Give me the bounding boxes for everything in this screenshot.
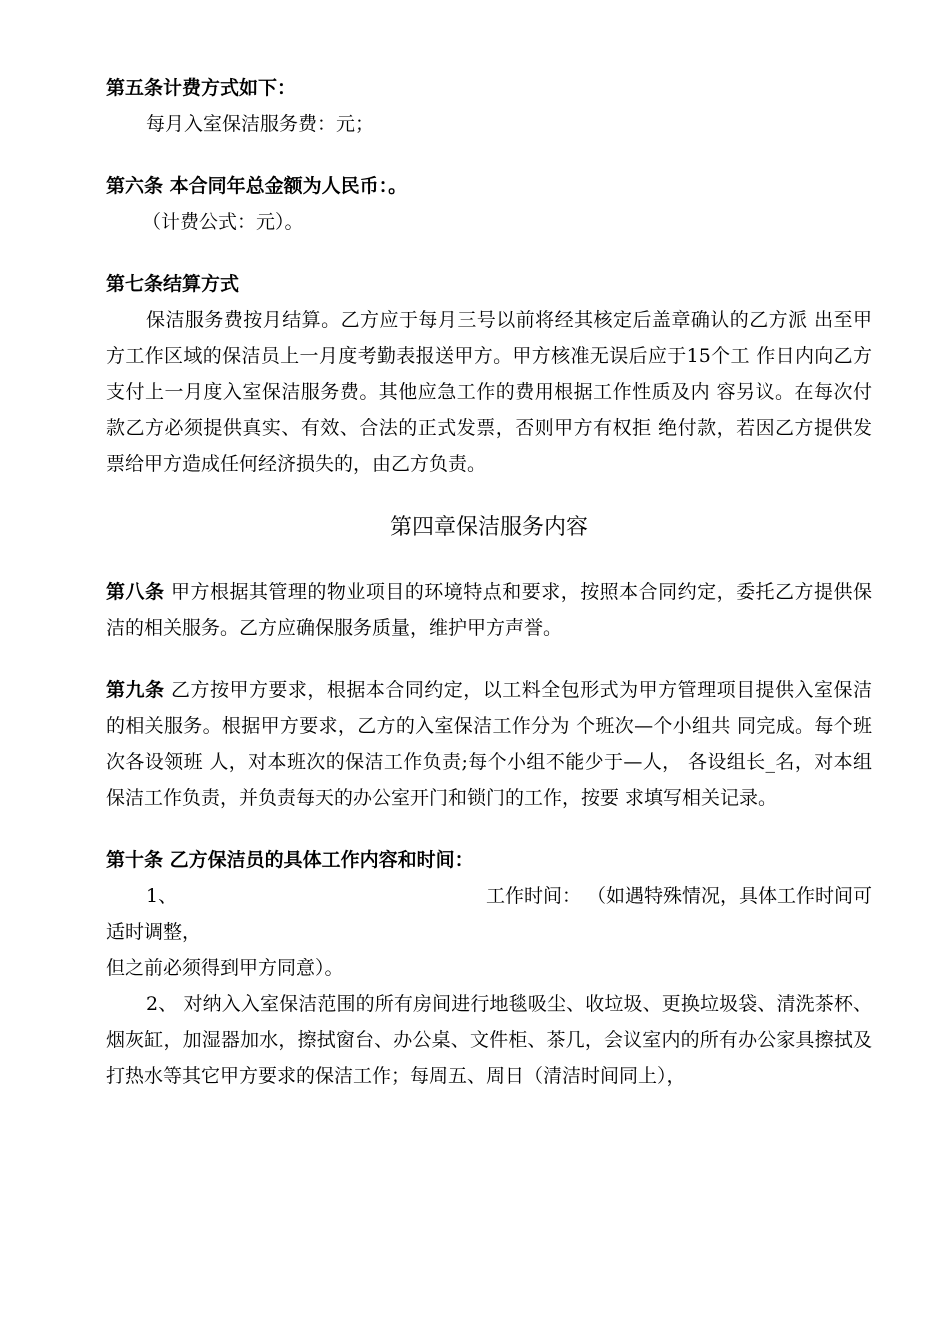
spacer [106, 548, 872, 574]
spacer [106, 646, 872, 672]
item-1-end: 但之前必须得到甲方同意）。 [106, 957, 344, 979]
article-7-heading: 第七条结算方式 [106, 273, 240, 295]
spacer [106, 816, 872, 842]
spacer [106, 142, 872, 168]
article-8-paragraph [106, 574, 872, 646]
article-10-item-1 [106, 878, 872, 914]
article-6-heading: 第六条 本合同年总金额为人民币：。 [106, 175, 408, 197]
item-1-continuation: 适时调整， [106, 921, 202, 943]
article-10-item-2: 2、 对纳入入室保洁范围的所有房间进行地毯吸尘、收垃圾、更换垃圾袋、清洗茶杯、烟灰缸，加湿器加水，擦拭窗台、办公桌、文件柜、茶几，会议室内的所有办公家具擦拭及打热水等其它甲方要求的保洁工作；每周五、周日（清洁时间同上）， [106, 993, 872, 1087]
article-5-heading: 第五条计费方式如下： [106, 77, 297, 99]
article-9-body: 乙方按甲方要求，根据本合同约定，以工料全包形式为甲方管理项目提供入室保洁的相关服务。根据甲方要求，乙方的入室保洁工作分为 个班次—个小组共 同完成。每个班次各设领班 人，对本班次的保洁工作负责;每个小组不能少于—人， 各设组长_名，对本组保洁工作负责，并负责每天的办公室开门和锁门的工作，按要 求填写相关记录。 [106, 679, 872, 809]
item-1-number: 1、 [146, 885, 178, 907]
item-1-worktime: 工作时间： （如遇特殊情况，具体工作时间可 [485, 885, 872, 907]
spacer [106, 482, 872, 508]
chapter-4-title: 第四章保洁服务内容 [389, 515, 588, 540]
article-8-body: 甲方根据其管理的物业项目的环境特点和要求，按照本合同约定，委托乙方提供保洁的相关服务。乙方应确保服务质量，维护甲方声誉。 [106, 581, 872, 639]
article-8-label: 第八条 [106, 581, 165, 603]
article-6-line: （计费公式：元）。 [142, 211, 304, 233]
article-9-label: 第九条 [106, 679, 165, 701]
article-5-line: 每月入室保洁服务费：元； [146, 113, 375, 135]
article-9-paragraph [106, 672, 872, 816]
article-7-body: 保洁服务费按月结算。乙方应于每月三号以前将经其核定后盖章确认的乙方派 出至甲方工作区域的保洁员上一月度考勤表报送甲方。甲方核准无误后应于15个工 作日内向乙方支付上一月度入室保洁服务费。其他应急工作的费用根据工作性质及内 容另议。在每次付款乙方必须提供真实、有效、合法的正式发票，否则甲方有权拒 绝付款，若因乙方提供发票给甲方造成任何经济损失的，由乙方负责。 [106, 309, 872, 475]
article-10-heading: 第十条 乙方保洁员的具体工作内容和时间： [106, 849, 474, 871]
spacer [106, 240, 872, 266]
